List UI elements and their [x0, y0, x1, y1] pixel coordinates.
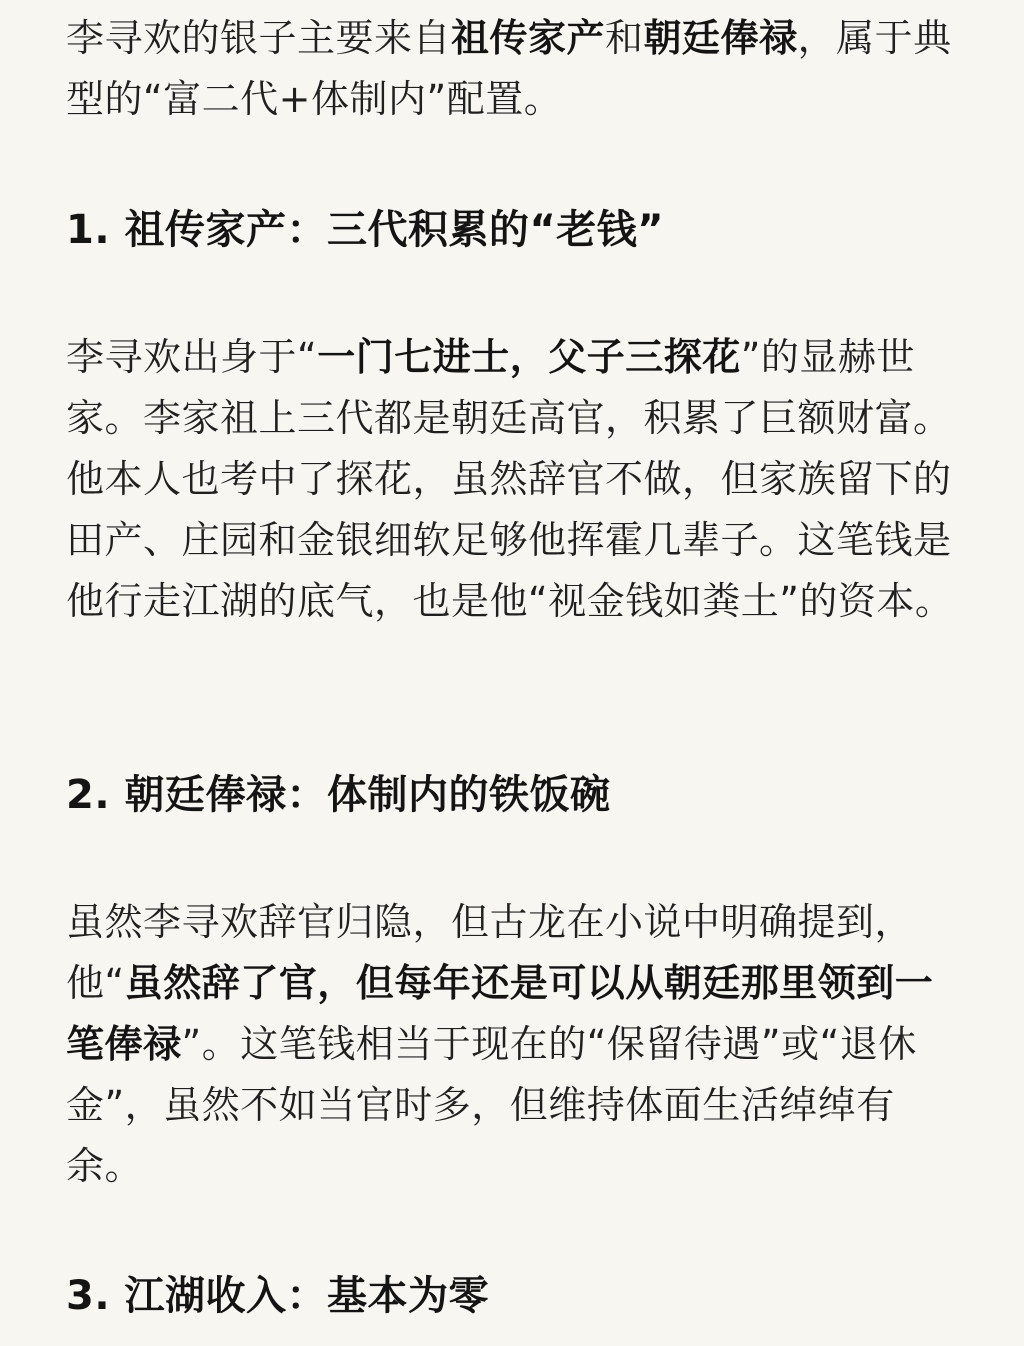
- intro-text-1: 李寻欢的银子主要来自: [66, 16, 452, 60]
- section-heading-1: 1. 祖传家产：三代积累的“老钱”: [66, 207, 665, 253]
- section-heading-2: 2. 朝廷俸禄：体制内的铁饭碗: [66, 772, 611, 818]
- section1-text-1: 李寻欢出身于“: [66, 335, 318, 379]
- section1-bold-1: 一门七进士，父子三探花: [317, 335, 741, 379]
- intro-paragraph: [66, 8, 966, 130]
- intro-bold-2: 朝廷俸禄: [643, 16, 798, 60]
- intro-text-3: ，属于典型的“富二代+体制内”配置。: [66, 16, 952, 121]
- section2-text-1: 虽然李寻欢辞官归隐，但古龙在小说中明确提到，他“: [66, 900, 914, 1005]
- section2-bold-1: 虽然辞了官，但每年还是可以从朝廷那里领到一笔俸禄: [66, 961, 934, 1066]
- section1-text-2: ”的显赫世家。李家祖上三代都是朝廷高官，积累了巨额财富。他本人也考中了探花，虽然辞官不做，但家族留下的田产、庄园和金银细软足够他挥霍几辈子。这笔钱是他行走江湖的底气，也是他“视金钱如粪土”的资本。: [66, 335, 954, 623]
- section2-paragraph: [66, 892, 966, 1197]
- section2-text-2: ”。这笔钱相当于现在的“保留待遇”或“退休金”，虽然不如当官时多，但维持体面生活绰绰有余。: [66, 1022, 917, 1188]
- intro-bold-1: 祖传家产: [451, 16, 606, 60]
- section-heading-3: 3. 江湖收入：基本为零: [66, 1273, 489, 1319]
- section1-paragraph: [66, 327, 966, 632]
- intro-text-2: 和: [605, 16, 644, 60]
